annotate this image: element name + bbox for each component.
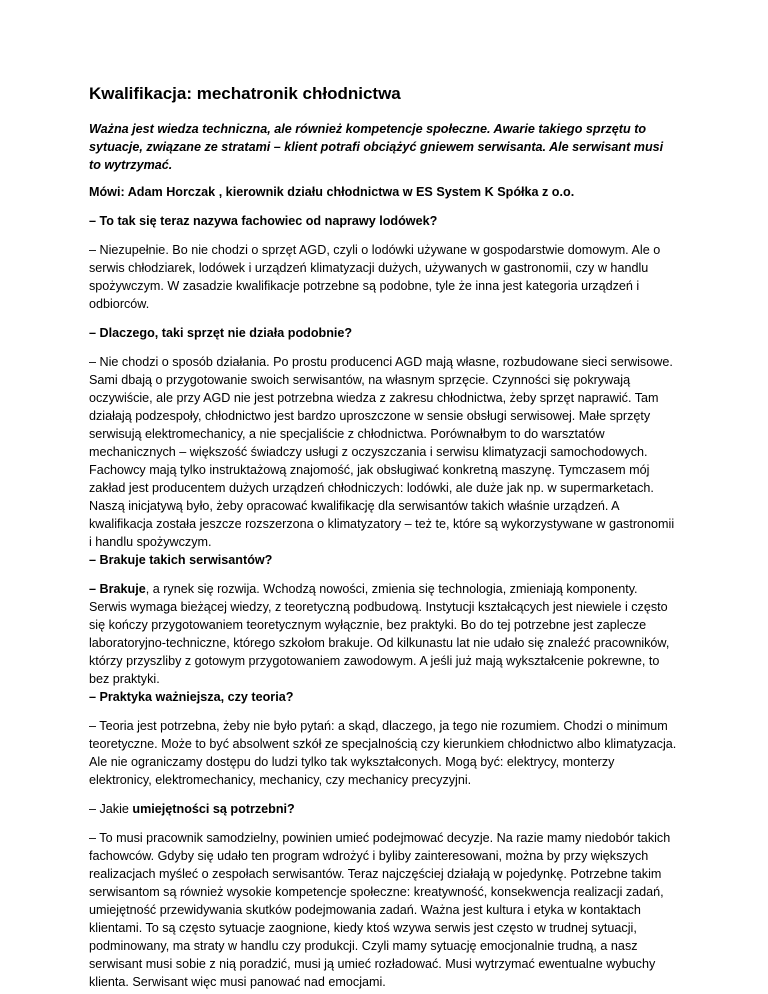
answer-3-text: , a rynek się rozwija. Wchodzą nowości, zmienia się technologia, zmieniają komponenty. Serwis wymaga bieżącej wiedzy, z teoretyczną podbudową. Instytucji kształcących jest niewiele i często się kończy przygotowaniem teoretycznym wyłącznie, bez praktyki. Bo do tej potrzebne jest zaplecze laboratoryjno-techniczne, którego szkołom brakuje. Od kilkunastu lat nie udało się znaleźć pracowników, którzy przyszliby z gotowym przygotowaniem zawodowym. A jeśli już mają wykształcenie pokrewne, to bez praktyki. [89, 582, 670, 686]
question-2: – Dlaczego, taki sprzęt nie działa podobnie? [89, 326, 353, 340]
article-lead: Ważna jest wiedza techniczna, ale również kompetencje społeczne. Awarie takiego sprzętu to sytuacje, związane ze stratami – klient potrafi obciążyć gniewem serwisanta. Ale serwisant musi to wytrzymać. [89, 122, 664, 172]
answer-1: – Niezupełnie. Bo nie chodzi o sprzęt AGD, czyli o lodówki używane w gospodarstwie domowym. Ale o serwis chłodziarek, lodówek i urządzeń klimatyzacji dużych, używanych w gastronomii, czy w handlu spożywczym. W zasadzie kwalifikacje potrzebne są podobne, tyle że inna jest kategoria urządzeń i odbiorców. [89, 243, 661, 311]
question-4: – Praktyka ważniejsza, czy teoria? [89, 690, 294, 704]
answer-2: – Nie chodzi o sposób działania. Po prostu producenci AGD mają własne, rozbudowane sieci serwisowe. Sami dbają o przygotowanie swoich serwisantów, na własnym sprzęcie. Czynności się pokrywają oczywiście, ale przy AGD nie jest potrzebna wiedza z zakresu chłodnictwa, żeby sprzęt naprawić. Tam działają podzespoły, chłodnictwo jest bardzo uproszczone w sensie obsługi serwisowej. Małe sprzęty serwisują elektromechanicy, a nie specjaliście z chłodnictwa. Porównałbym to do warsztatów mechanicznych – większość świadczy usługi z oczyszczania i serwisu klimatyzacji samochodowych. Fachowcy mają tylko instruktażową znajomość, jak obsługiwać konkretną maszynę. Tymczasem mój zakład jest producentem dużych urządzeń chłodniczych: lodówki, ale duże jak np. w supermarketach. Naszą inicjatywą było, żeby opracować kwalifikację dla serwisantów takich właśnie urządzeń. A kwalifikacja została jeszcze rozszerzona o klimatyzatory – też te, które są wykorzystywane w gastronomii i handlu spożywczym. [89, 355, 675, 549]
answer-3-bold: – Brakuje [89, 582, 146, 596]
question-5-bold: umiejętności są potrzebni? [132, 802, 295, 816]
answer-3 [89, 580, 678, 688]
answer-4: – Teoria jest potrzebna, żeby nie było pytań: a skąd, dlaczego, ja tego nie rozumiem. Chodzi o minimum teoretyczne. Może to być absolwent szkół ze specjalnością czy kierunkiem chłodnictwo albo klimatyzacja. Ale nie ograniczamy dostępu do ludzi tylko tak wykształconych. Mogą być: elektrycy, monterzy elektronicy, elektromechanicy, mechanicy, czy mechanicy precyzyjni. [89, 719, 677, 787]
speaker-line: Mówi: Adam Horczak , kierownik działu chłodnictwa w ES System K Spółka z o.o. [89, 185, 575, 199]
question-5 [89, 800, 678, 818]
question-1: – To tak się teraz nazywa fachowiec od naprawy lodówek? [89, 214, 438, 228]
article-title: Kwalifikacja: mechatronik chłodnictwa [89, 84, 401, 103]
answer-5: – To musi pracownik samodzielny, powinien umieć podejmować decyzje. Na razie mamy niedobór takich fachowców. Gdyby się udało ten program wdrożyć i byliby zainteresowani, można by przy większych realizacjach myśleć o zespołach serwisantów. Teraz najczęściej działają w pojedynkę. Potrzebne takim serwisantom są również wysokie kompetencje społeczne: kreatywność, konsekwencja realizacji zadań, umiejętność przewidywania skutków podejmowania zadań. Ważna jest kultura i etyka w kontaktach klientami. To są często sytuacje zaognione, kiedy ktoś wzywa serwis jest często w trudnej sytuacji, podminowany, ma straty w handlu czy produkcji. Czyli mamy sytuację emocjonalnie trudną, a nasz serwisant musi sobie z nią poradzić, musi ją umieć rozładować. Musi wytrzymać ewentualne wybuchy klienta. Serwisant więc musi panować nad emocjami. [89, 831, 671, 989]
question-5-text: – Jakie [89, 802, 133, 816]
question-3: – Brakuje takich serwisantów? [89, 553, 273, 567]
